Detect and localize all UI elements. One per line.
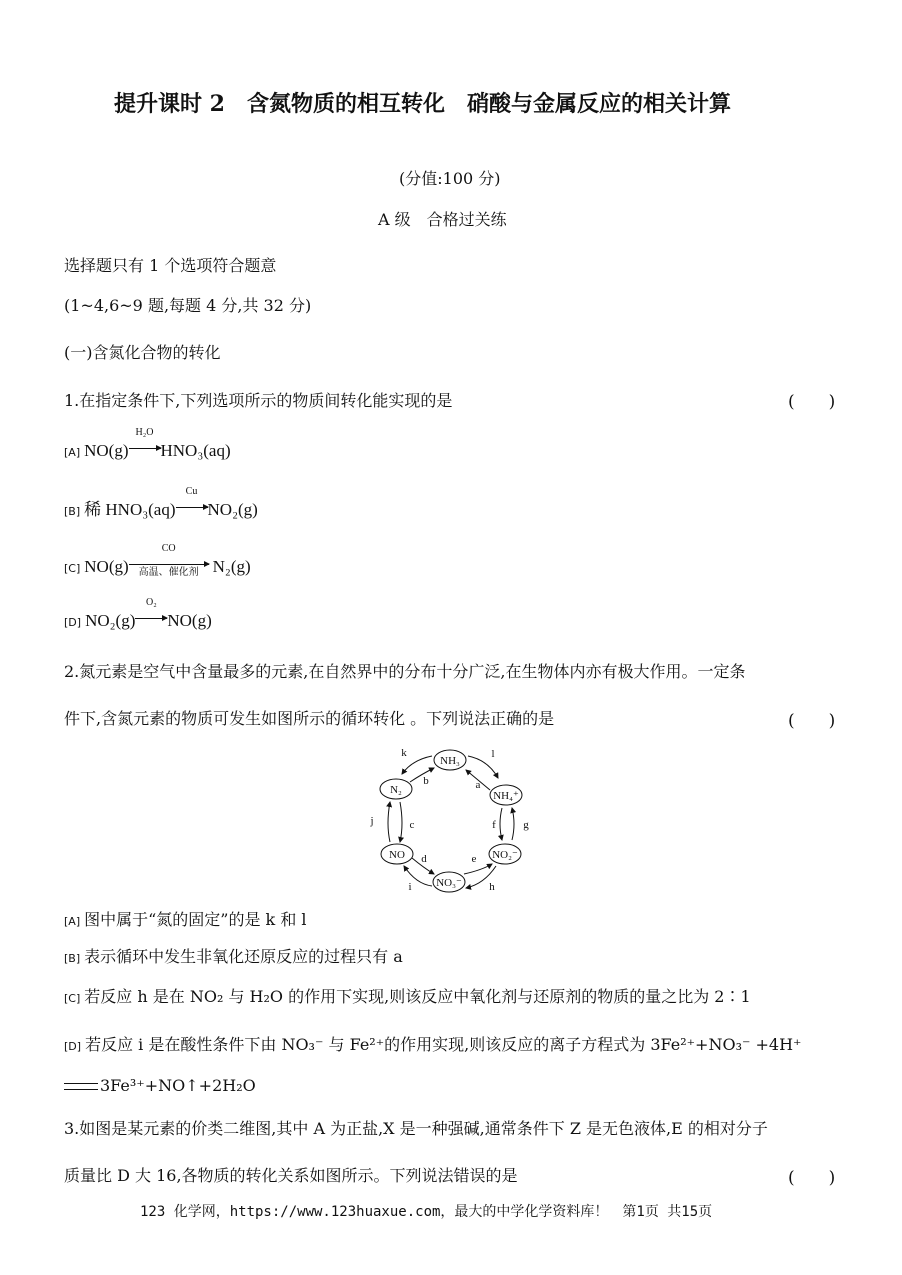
instruction-line-1: 选择题只有 1 个选项符合题意	[64, 256, 277, 275]
reactant: NO₂(g)	[85, 611, 136, 630]
q1-stem: 1.在指定条件下,下列选项所示的物质间转化能实现的是	[64, 391, 453, 410]
arrow-condition: Cu	[185, 486, 198, 497]
level-heading: A 级 合格过关练	[378, 210, 507, 229]
instruction-line-2: (1~4,6~9 题,每题 4 分,共 32 分)	[64, 296, 312, 315]
letter-d: d	[421, 853, 427, 865]
option-tag: [D]	[64, 616, 82, 629]
reactant: NO(g)	[84, 557, 129, 576]
score-note: (分值:100 分)	[399, 169, 501, 188]
option-tag: [D]	[64, 1040, 82, 1053]
letter-b: b	[423, 775, 429, 787]
letter-c: c	[409, 819, 415, 831]
label-no3: NO₃⁻	[436, 877, 462, 889]
q2-option-b[interactable]	[64, 944, 403, 967]
q1-option-d[interactable]	[64, 597, 212, 631]
product: N₂(g)	[212, 557, 251, 576]
letter-l: l	[491, 748, 495, 760]
equals-sign	[64, 1083, 98, 1090]
q3-stem-line-1: 3.如图是某元素的价类二维图,其中 A 为正盐,X 是一种强碱,通常条件下 Z 是无色液体,E 的相对分子	[64, 1119, 768, 1138]
q2-stem-line-1: 2.氮元素是空气中含量最多的元素,在自然界中的分布十分广泛,在生物体内亦有极大作用。一定条	[64, 662, 746, 681]
q1-option-b[interactable]	[64, 486, 258, 520]
product: NO₂(g)	[207, 500, 258, 519]
reaction-arrow	[129, 427, 161, 460]
product: HNO₃(aq)	[160, 441, 231, 460]
option-text: 若反应 i 是在酸性条件下由 NO₃⁻ 与 Fe²⁺的作用实现,则该反应的离子方程式为 3Fe²⁺+NO₃⁻ +4H⁺	[85, 1035, 802, 1054]
letter-h: h	[489, 881, 495, 893]
arrow-condition: H₂O	[135, 427, 154, 438]
arrow-condition-below: 高温、催化剂	[138, 567, 199, 578]
label-no2: NO₂⁻	[492, 849, 518, 861]
reaction-arrow	[176, 486, 208, 519]
section-heading: (一)含氮化合物的转化	[64, 343, 221, 362]
letter-j: j	[370, 815, 374, 827]
option-text: 若反应 h 是在 NO₂ 与 H₂O 的作用下实现,则该反应中氧化剂与还原剂的物质的量之比为 2∶1	[84, 987, 751, 1006]
letter-i: i	[408, 881, 412, 893]
reactant: 稀 HNO₃(aq)	[84, 500, 176, 519]
equation-products: 3Fe³⁺+NO↑+2H₂O	[100, 1076, 256, 1095]
page-title: 提升课时 2 含氮物质的相互转化 硝酸与金属反应的相关计算	[114, 91, 731, 117]
arrow-condition: O₂	[146, 597, 157, 608]
q3-answer-paren[interactable]: ( )	[788, 1168, 836, 1188]
letter-f: f	[492, 819, 496, 831]
q1-option-c[interactable]	[64, 543, 251, 578]
reaction-arrow	[129, 543, 209, 578]
product: NO(g)	[167, 611, 212, 630]
q2-stem-line-2: 件下,含氮元素的物质可发生如图所示的循环转化 。下列说法正确的是	[64, 709, 555, 728]
nitrogen-cycle-diagram	[360, 744, 540, 896]
option-tag: [C]	[64, 992, 81, 1005]
letter-g: g	[523, 819, 529, 831]
label-no: NO	[389, 849, 405, 861]
q2-option-d-equation	[64, 1076, 256, 1095]
arrow-condition: CO	[161, 543, 176, 554]
q2-option-c[interactable]	[64, 984, 751, 1007]
reactant: NO(g)	[84, 441, 129, 460]
option-text: 表示循环中发生非氧化还原反应的过程只有 a	[84, 947, 403, 966]
label-nh3: NH₃	[440, 755, 460, 767]
label-n2: N₂	[390, 784, 402, 796]
page-footer: 123 化学网，https://www.123huaxue.com，最大的中学化学资料库！ 第1页 共15页	[140, 1204, 713, 1220]
option-tag: [C]	[64, 562, 81, 575]
letter-e: e	[471, 853, 477, 865]
label-nh4: NH₄⁺	[493, 790, 519, 802]
reaction-arrow	[135, 597, 167, 630]
option-tag: [A]	[64, 915, 81, 928]
q3-stem-line-2: 质量比 D 大 16,各物质的转化关系如图所示。下列说法错误的是	[64, 1166, 518, 1185]
q1-answer-paren[interactable]: ( )	[788, 392, 836, 412]
option-text: 图中属于“氮的固定”的是 k 和 l	[84, 910, 307, 929]
option-tag: [B]	[64, 505, 81, 518]
q2-option-a[interactable]	[64, 907, 307, 930]
option-tag: [A]	[64, 446, 81, 459]
letter-a: a	[475, 779, 481, 791]
q1-option-a[interactable]	[64, 427, 231, 461]
letter-k: k	[401, 747, 407, 759]
q2-answer-paren[interactable]: ( )	[788, 711, 836, 731]
option-tag: [B]	[64, 952, 81, 965]
q2-option-d[interactable]	[64, 1032, 802, 1055]
